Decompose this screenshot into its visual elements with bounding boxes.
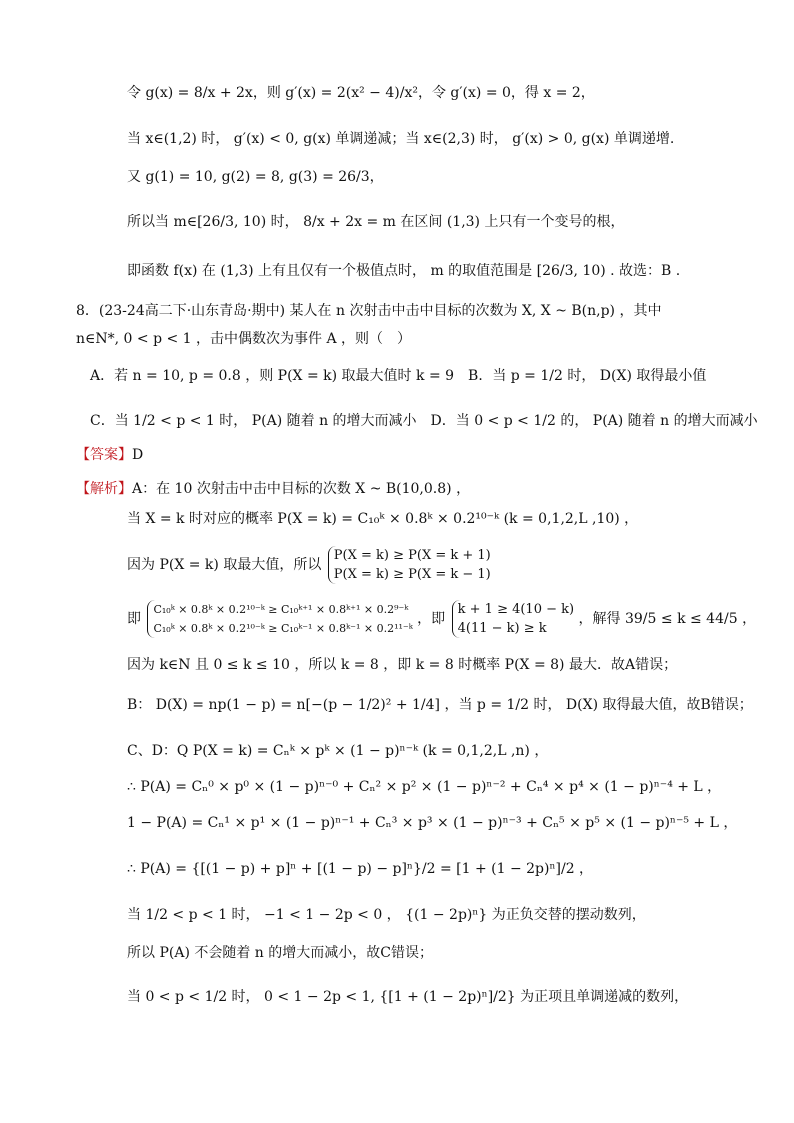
text-line: 当 1/2 < p < 1 时， −1 < 1 − 2p < 0 ， {(1 − 2p)ⁿ} 为正负交替的摆动数列， (127, 907, 646, 923)
question-stem: 8．(23-24高二下·山东青岛·期中) 某人在 n 次射击中击中目标的次数为 X, X ~ B(n,p) ，其中 (76, 303, 662, 319)
text-line: 所以当 m∈[26/3, 10) 时， 8/x + 2x = m 在区间 (1,3) 上只有一个变号的根， (127, 214, 625, 230)
inequality-system (328, 546, 491, 584)
text-line: C、D：Q P(X = k) = Cₙᵏ × pᵏ × (1 − p)ⁿ⁻ᵏ (k = 0,1,2,L ,n) ， (127, 743, 549, 759)
text-line: 当 x∈(1,2) 时， g′(x) < 0, g(x) 单调递减；当 x∈(2,3) 时， g′(x) > 0, g(x) 单调递增. (127, 131, 675, 147)
text-line (127, 600, 756, 638)
system-row: 4(11 − k) ≥ k (457, 621, 547, 636)
text-line: 当 X = k 时对应的概率 P(X = k) = C₁₀ᵏ × 0.8ᵏ × 0.2¹⁰⁻ᵏ (k = 0,1,2,L ,10) ， (127, 511, 639, 527)
option-ab: A．若 n = 10, p = 0.8 ，则 P(X = k) 取最大值时 k = 9 B．当 p = 1/2 时， D(X) 取得最小值 (90, 368, 707, 384)
text-line (127, 546, 491, 584)
analysis-text: A：在 10 次射击中击中目标的次数 X ~ B(10,0.8) ， (132, 481, 471, 497)
answer-label: 【答案】 (76, 447, 132, 463)
analysis-line (76, 480, 470, 498)
text-fragment: 即 (127, 611, 141, 627)
text-line: B： D(X) = np(1 − p) = n[−(p − 1/2)² + 1/4] ，当 p = 1/2 时， D(X) 取得最大值，故B错误； (127, 697, 753, 713)
text-line: 1 − P(A) = Cₙ¹ × p¹ × (1 − p)ⁿ⁻¹ + Cₙ³ × p³ × (1 − p)ⁿ⁻³ + Cₙ⁵ × p⁵ × (1 − p)ⁿ⁻⁵ + L ， (127, 815, 738, 831)
answer (76, 446, 143, 464)
text-fragment: ，解得 39/5 ≤ k ≤ 44/5 ， (578, 611, 757, 627)
text-line: 因为 k∈N 且 0 ≤ k ≤ 10 ，所以 k = 8 ，即 k = 8 时概率 P(X = 8) 最大．故A错误； (127, 657, 678, 673)
system-row: C₁₀ᵏ × 0.8ᵏ × 0.2¹⁰⁻ᵏ ≥ C₁₀ᵏ⁺¹ × 0.8ᵏ⁺¹ × 0.2⁹⁻ᵏ (153, 603, 409, 616)
answer-value: D (132, 447, 144, 463)
text-line: 令 g(x) = 8/x + 2x，则 g′(x) = 2(x² − 4)/x²，令 g′(x) = 0，得 x = 2， (127, 85, 595, 101)
text-fragment: 因为 P(X = k) 取最大值，所以 (127, 557, 322, 573)
system-row: C₁₀ᵏ × 0.8ᵏ × 0.2¹⁰⁻ᵏ ≥ C₁₀ᵏ⁻¹ × 0.8ᵏ⁻¹ × 0.2¹¹⁻ᵏ (153, 622, 413, 635)
text-fragment: ，即 (417, 611, 446, 627)
inequality-system (147, 600, 412, 638)
question-stem: n∈N*, 0 < p < 1 ，击中偶数次为事件 A ，则（ ） (76, 331, 412, 347)
text-line: ∴ P(A) = Cₙ⁰ × p⁰ × (1 − p)ⁿ⁻⁰ + Cₙ² × p² × (1 − p)ⁿ⁻² + Cₙ⁴ × p⁴ × (1 − p)ⁿ⁻⁴ + L ， (127, 779, 722, 795)
text-line: 所以 P(A) 不会随着 n 的增大而减小，故C错误； (127, 945, 433, 961)
inequality-system (452, 600, 574, 638)
analysis-label: 【解析】 (76, 481, 132, 497)
system-row: P(X = k) ≥ P(X = k + 1) (333, 548, 491, 563)
text-line: 即函数 f(x) 在 (1,3) 上有且仅有一个极值点时， m 的取值范围是 [26/3, 10) . 故选：B . (127, 263, 681, 279)
text-line: ∴ P(A) = {[(1 − p) + p]ⁿ + [(1 − p) − p]ⁿ}/2 = [1 + (1 − 2p)ⁿ]/2 ， (127, 861, 594, 877)
text-line: 又 g(1) = 10, g(2) = 8, g(3) = 26/3， (127, 169, 384, 185)
system-row: P(X = k) ≥ P(X = k − 1) (333, 567, 491, 582)
text-line: 当 0 < p < 1/2 时， 0 < 1 − 2p < 1, {[1 + (1 − 2p)ⁿ]/2} 为正项且单调递减的数列， (127, 989, 689, 1005)
system-row: k + 1 ≥ 4(10 − k) (457, 602, 575, 617)
option-cd: C．当 1/2 < p < 1 时， P(A) 随着 n 的增大而减小 D．当 0 < p < 1/2 的， P(A) 随着 n 的增大而减小 (90, 413, 758, 429)
